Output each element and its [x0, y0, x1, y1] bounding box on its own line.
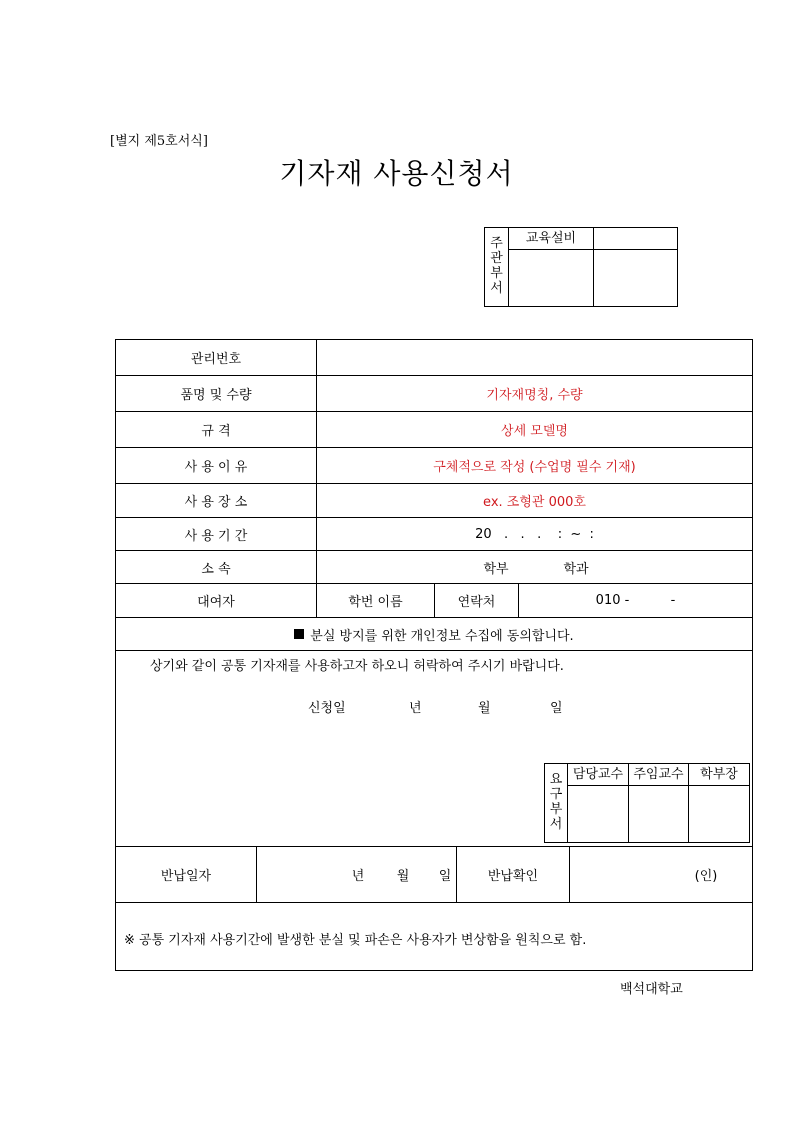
application-year: 년	[409, 701, 422, 716]
managing-dept-label: 주 관 부 서	[485, 228, 509, 306]
affiliation-label: 소 속	[116, 551, 317, 583]
notice-section	[116, 903, 752, 970]
consent-checkbox[interactable]	[294, 629, 304, 639]
dept-box-empty-header	[594, 228, 678, 250]
form-reference: [별지 제5호서식]	[110, 134, 208, 149]
statement-section	[116, 651, 752, 847]
education-facility-sign-cell[interactable]	[509, 250, 594, 306]
contact-field[interactable]: 010 - -	[595, 593, 676, 608]
consent-statement	[116, 618, 752, 650]
application-day: 일	[550, 701, 563, 716]
statement-text: 상기와 같이 공통 기자재를 사용하고자 하오니 허락하여 주시기 바랍니다.	[150, 659, 564, 674]
return-day[interactable]: 일	[438, 869, 452, 884]
management-no-label: 관리번호	[116, 340, 317, 375]
row-spec	[116, 412, 752, 448]
period-label: 사 용 기 간	[116, 518, 317, 550]
row-borrower	[116, 584, 752, 618]
chief-professor-sign-cell[interactable]	[629, 786, 689, 842]
return-seal[interactable]: (인)	[694, 869, 718, 884]
row-consent	[116, 618, 752, 651]
university-name: 백석대학교	[620, 982, 683, 997]
dean-header: 학부장	[689, 764, 749, 786]
return-month[interactable]: 월	[396, 869, 410, 884]
advisor-professor-header: 담당교수	[568, 764, 629, 786]
requesting-dept-approval-box	[544, 763, 750, 843]
reason-label: 사 용 이 유	[116, 448, 317, 483]
affiliation-major-field[interactable]: 학과	[563, 561, 589, 577]
row-place	[116, 484, 752, 518]
education-facility-header: 교육설비	[509, 228, 594, 250]
return-year[interactable]: 년	[351, 869, 365, 884]
period-field[interactable]: 20 . . . : ~ :	[475, 526, 594, 542]
managing-dept-box	[484, 227, 678, 307]
row-return	[116, 847, 752, 903]
application-form-table	[115, 339, 753, 971]
chief-professor-header: 주임교수	[629, 764, 689, 786]
row-reason	[116, 448, 752, 484]
item-qty-field[interactable]: 기자재명칭, 수량	[486, 388, 583, 403]
spec-label: 규 격	[116, 412, 317, 447]
dean-sign-cell[interactable]	[689, 786, 749, 842]
borrower-label: 대여자	[116, 584, 317, 617]
place-label: 사 용 장 소	[116, 484, 317, 517]
management-no-field[interactable]	[317, 340, 752, 375]
application-month: 월	[478, 701, 491, 716]
row-period	[116, 518, 752, 551]
advisor-professor-sign-cell[interactable]	[568, 786, 629, 842]
return-confirm-label: 반납확인	[456, 847, 570, 902]
place-field[interactable]: ex. 조형관 000호	[483, 495, 586, 510]
row-management-no	[116, 340, 752, 376]
spec-field[interactable]: 상세 모델명	[501, 424, 568, 439]
row-affiliation	[116, 551, 752, 584]
item-qty-label: 품명 및 수량	[116, 376, 317, 411]
consent-text: 분실 방지를 위한 개인정보 수집에 동의합니다.	[310, 628, 574, 644]
contact-label: 연락처	[435, 584, 519, 617]
row-item-qty	[116, 376, 752, 412]
reason-field[interactable]: 구체적으로 작성 (수업명 필수 기재)	[433, 460, 636, 475]
notice-text: ※ 공통 기자재 사용기간에 발생한 분실 및 파손은 사용자가 변상함을 원칙으로 함.	[124, 933, 587, 948]
return-date-label: 반납일자	[116, 847, 257, 902]
application-date-label: 신청일	[308, 701, 346, 716]
page-title: 기자재 사용신청서	[279, 157, 514, 190]
affiliation-dept-field[interactable]: 학부	[483, 561, 509, 577]
requesting-dept-label: 요 구 부 서	[545, 764, 568, 842]
borrower-id-name-field[interactable]: 학번 이름	[317, 584, 435, 617]
